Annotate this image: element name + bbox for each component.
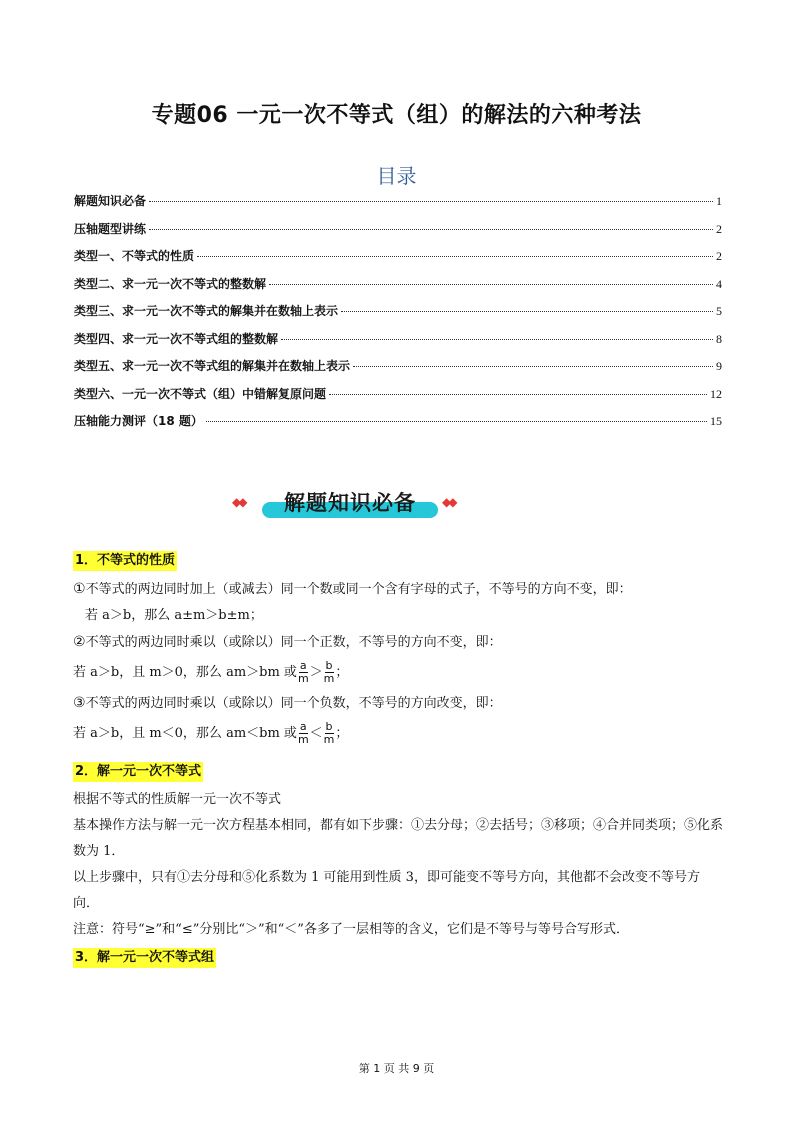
section-heading: 1．不等式的性质 <box>73 551 177 571</box>
circled-number: ③ <box>73 695 86 711</box>
toc-heading: 目录 <box>376 164 417 188</box>
toc-entry-label: 压轴题型讲练 <box>74 221 147 236</box>
page-footer: 第 1 页 共 9 页 <box>358 1062 435 1075</box>
paragraph: ②不等式的两边同时乘以（或除以）同一个正数，不等号的方向不变，即： <box>73 634 502 650</box>
toc-leader <box>341 311 713 312</box>
fraction: $\frac{a}{m}$ <box>297 659 309 685</box>
toc-entry-page: 8 <box>716 331 722 346</box>
toc-leader <box>206 421 707 422</box>
toc-entry[interactable] <box>74 330 722 358</box>
fraction: $\frac{a}{m}$ <box>297 720 309 746</box>
diamond-left-icon: ◆◆ <box>232 495 245 509</box>
toc-entry-page: 15 <box>710 414 722 428</box>
fraction: $\frac{b}{m}$ <box>323 659 335 685</box>
toc-entry-page: 2 <box>716 249 722 263</box>
toc-leader <box>269 284 713 285</box>
toc-entry-label: 类型四、求一元一次不等式组的整数解 <box>74 331 279 346</box>
circled-number: ② <box>73 634 86 650</box>
toc-entry-label: 类型三、求一元一次不等式的解集并在数轴上表示 <box>74 304 339 318</box>
formula: 若 a＞b，那么 a±m＞b±m； <box>85 608 263 623</box>
toc-leader <box>353 366 713 367</box>
circled-number: ① <box>73 581 86 597</box>
toc-leader <box>281 339 713 340</box>
toc-entry-label: 类型六、一元一次不等式（组）中错解复原问题 <box>74 386 327 401</box>
banner-title: 解题知识必备 <box>284 491 416 515</box>
toc-entry-page: 5 <box>716 304 722 318</box>
toc-entry[interactable] <box>74 192 722 220</box>
toc-leader <box>149 229 713 230</box>
toc-entry-label: 解题知识必备 <box>74 194 147 208</box>
paragraph: 注意：符号“≥”和“≤”分别比“＞”和“＜”各多了一层相等的含义，它们是不等号与等号合写形式． <box>73 922 629 937</box>
toc-entry[interactable] <box>74 357 722 385</box>
toc-entry[interactable] <box>74 302 722 330</box>
formula: 若 a＞b，且 m＜0，那么 am＜bm 或 $\frac{a}{m}$ ＜ $\frac{b}{m}$ ； <box>73 720 349 746</box>
toc-entry-page: 2 <box>716 221 722 236</box>
toc-entry-page: 12 <box>710 386 722 401</box>
toc-entry-label: 类型一、不等式的性质 <box>74 249 195 263</box>
paragraph: 根据不等式的性质解一元一次不等式 <box>73 792 282 807</box>
section-banner <box>232 485 472 525</box>
toc-entry-label: 类型五、求一元一次不等式组的解集并在数轴上表示 <box>74 359 351 373</box>
section-heading: 3．解一元一次不等式组 <box>73 948 216 968</box>
toc-entry-page: 1 <box>716 194 722 208</box>
paragraph: 以上步骤中，只有①去分母和⑤化系数为 1 可能用到性质 3，即可能变不等号方向，其他都不会改变不等号方向． <box>73 870 700 911</box>
toc-leader <box>329 394 707 395</box>
toc-entry[interactable] <box>74 412 722 440</box>
paragraph: ③不等式的两边同时乘以（或除以）同一个负数，不等号的方向改变，即： <box>73 695 502 711</box>
paragraph: 基本操作方法与解一元一次方程基本相同，都有如下步骤：①去分母；②去括号；③移项；④合并同类项；⑤化系数为 1． <box>73 818 724 859</box>
table-of-contents <box>74 192 722 440</box>
diamond-right-icon: ◆◆ <box>442 495 455 509</box>
toc-leader <box>197 256 713 257</box>
toc-entry[interactable] <box>74 220 722 248</box>
toc-entry-label: 压轴能力测评（18 题） <box>74 414 203 428</box>
toc-entry[interactable] <box>74 247 722 275</box>
formula: 若 a＞b，且 m＞0，那么 am＞bm 或 $\frac{a}{m}$ ＞ $\frac{b}{m}$ ； <box>73 659 349 685</box>
section-heading: 2．解一元一次不等式 <box>73 762 203 782</box>
paragraph: ①不等式的两边同时加上（或减去）同一个数或同一个含有字母的式子，不等号的方向不变，即： <box>73 581 632 597</box>
toc-entry[interactable] <box>74 275 722 303</box>
toc-entry-page: 4 <box>716 276 722 291</box>
main-content <box>73 548 723 971</box>
toc-entry-page: 9 <box>716 359 722 373</box>
toc-entry[interactable] <box>74 385 722 413</box>
toc-entry-label: 类型二、求一元一次不等式的整数解 <box>74 276 267 291</box>
document-title: 专题06 一元一次不等式（组）的解法的六种考法 <box>151 103 642 128</box>
fraction: $\frac{b}{m}$ <box>323 720 335 746</box>
toc-leader <box>149 201 713 202</box>
